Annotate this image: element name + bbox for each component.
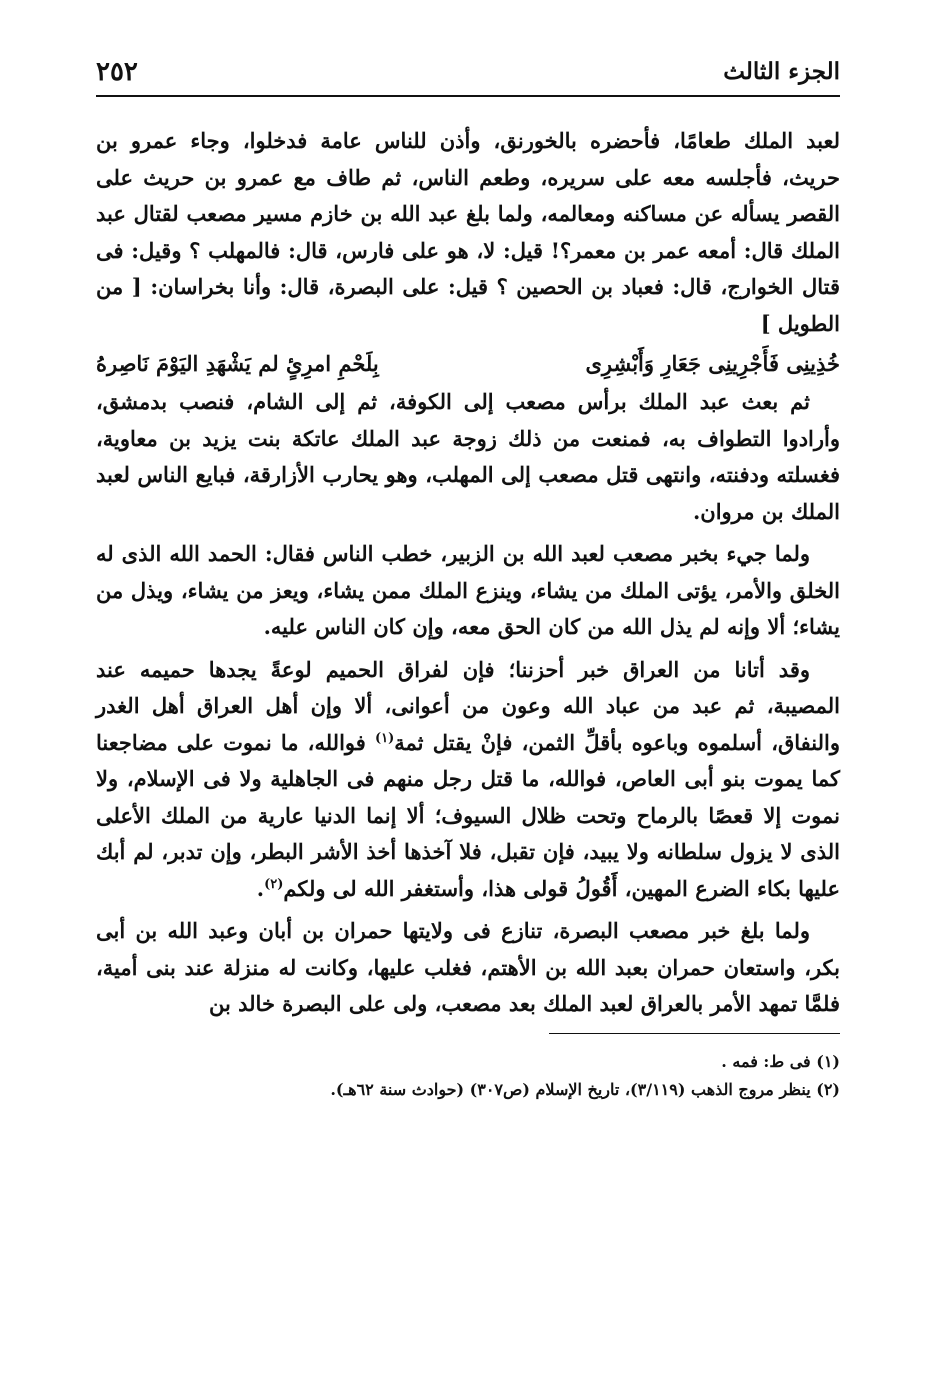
book-page [96,55,840,1104]
verse-first-hemistich: خُذِينِى فَأَجْرِينِى جَعَارِ وَأَبْشِرِى [585,351,840,376]
main-text [96,123,840,1023]
paragraph-5: ولما بلغ خبر مصعب البصرة، تنازع فى ولايتها حمران بن أبان وعبد الله بن أبى بكر، واستعان حمران بعبد الله بن الأهتم، فغلب عليها، وكانت له منزلة عند بنى أمية، فلمَّا تمهد الأمر بالعراق لعبد الملك بعد مصعب، ولى على البصرة خالد بن [96,918,840,1016]
paragraph-3: ولما جيء بخبر مصعب لعبد الله بن الزبير، خطب الناس فقال: الحمد الله الذى له الخلق والأمر، يؤتى الملك من يشاء، وينزع الملك ممن يشاء، ويعز من يشاء، ويذل من يشاء؛ ألا وإنه لم يذل الله من كان الحق معه، وإن كان الناس عليه. [96,541,840,639]
running-header [96,55,840,89]
header-divider [96,95,840,97]
footnote-ref-2[interactable]: (٢) [264,876,284,892]
paragraph-4-part-1: وقد أتانا من العراق خبر أحزننا؛ فإن لفراق الحميم لوعةً يجدها حميمه عند المصيبة، ثم عبد من عباد الله وعون من أعوانى، ألا وإن أهل العراق أهل الغدر والنفاق، أسلموه وباعوه بأقلِّ الثمن، فإنْ يقتل ثمة [96,656,840,755]
paragraph-1: لعبد الملك طعامًا، فأحضره بالخورنق، وأذن للناس عامة فدخلوا، وجاء عمرو بن حريث، فأجلسه معه على سريره، وطعم الناس، ثم طاف مع عمرو بن حريث على القصر يسأله عن مساكنه ومعالمه، ولما بلغ عبد الله بن خازم مسير مصعب لقتال عبد الملك قال: أمعه عمر بن معمر؟! قيل: لا، هو على فارس، قال: فالمهلب ؟ وقيل: فى قتال الخوارج، قال: فعباد بن الحصين ؟ قيل: على البصرة، قال: وأنا بخراسان: [ من الطويل ] [96,128,841,336]
paragraph-4-part-2: فوالله، ما نموت على مضاجعنا كما يموت بنو أبى العاص، فوالله، ما قتل رجل منهم فى الجاهلية ولا فى الإسلام، ولا نموت إلا قعصًا بالرماح وتحت ظلال السيوف؛ ألا إنما الدنيا عارية من الملك الأعلى الذى لا يزول سلطانه ولا يبيد، فإن تقبل، فلا آخذها أخذ الأشر البطر، وإن تدبر، لم أبك عليها بكاء الضرع المهين، أَقُولُ قولى هذا، وأستغفر الله لى ولكم [96,729,840,901]
footnote-divider [549,1033,840,1034]
verse-second-hemistich: بِلَحْمِ امرِئٍ لم يَشْهَدِ اليَوْمَ نَاصِرهُ [96,351,379,376]
footnote-ref-1[interactable]: (١) [374,730,395,746]
footnote-2: (٢) ينظر مروج الذهب (٣/١١٩)، تاريخ الإسلام (ص٣٠٧) (حوادث سنة ٦٢هـ). [330,1079,840,1099]
page-number: ٢٥٢ [96,57,138,87]
paragraph-4-end: . [256,875,265,901]
paragraph-4 [96,652,840,908]
poetry-verse [96,346,840,382]
footnotes [96,1048,840,1104]
volume-title: الجزء الثالث [723,58,840,85]
paragraph-2: ثم بعث عبد الملك برأس مصعب إلى الكوفة، ثم إلى الشام، فنصب بدمشق، وأرادوا التطواف به، فمنعت من ذلك زوجة عبد الملك عاتكة بنت يزيد بن معاوية، فغسلته ودفنته، وانتهى قتل مصعب إلى المهلب، وهو يحارب الأزارقة، فبايع الناس لعبد الملك بن مروان. [96,389,840,524]
footnote-1: (١) فى ط: فمه . [721,1051,840,1071]
